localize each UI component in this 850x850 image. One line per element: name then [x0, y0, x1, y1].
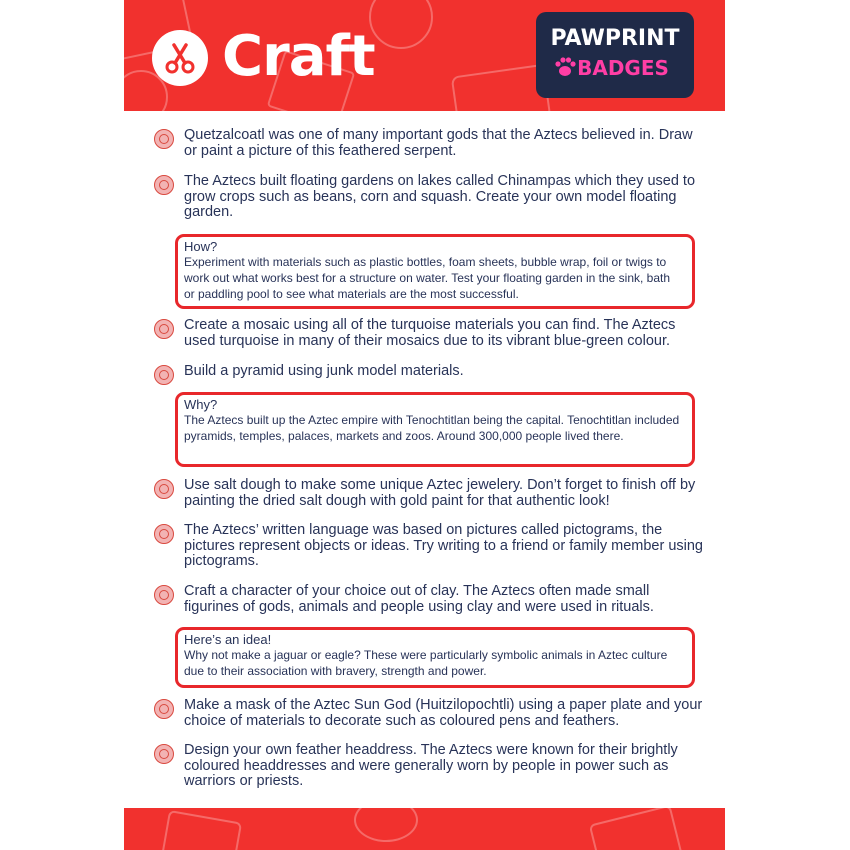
list-item-text: Use salt dough to make some unique Aztec jewelery. Don’t forget to finish off by painting the dried salt dough with gold paint for that authentic look! [184, 477, 696, 509]
list-item-text: Create a mosaic using all of the turquoise materials you can find. The Aztecs used turquoise in many of their mosaics due to its vibrant blue-green colour. [184, 317, 676, 349]
header-banner [124, 0, 725, 111]
list-item-text: Craft a character of your choice out of clay. The Aztecs often made small figurines of gods, animals and people using clay and were used in rituals. [184, 583, 654, 615]
list-item-text: Build a pyramid using junk model materials. [184, 363, 464, 379]
footer-banner [124, 808, 725, 850]
brand-subname: BADGES [577, 56, 669, 80]
list-item-text: Design your own feather headdress. The Aztecs were known for their brightly coloured headdresses and were generally worn by people in power such as warriors or priests. [184, 742, 678, 789]
tip-box-heading: How? [184, 239, 218, 254]
aztec-sun-icon [154, 479, 174, 499]
brand-logo [536, 12, 694, 98]
list-item [154, 128, 714, 162]
doodle-circle-icon [369, 0, 433, 49]
tip-box [175, 392, 695, 467]
tip-box-text: The Aztecs built up the Aztec empire with Tenochtitlan being the capital. Tenochtitlan included pyramids, temples, palaces, markets and zoos. Around 300,000 people lived there. [184, 413, 680, 443]
doodle-book-icon [160, 810, 242, 850]
tip-box-heading: Here’s an idea! [184, 632, 272, 647]
list-item-text: Make a mask of the Aztec Sun God (Huitzilopochtli) using a paper plate and your choice of materials to decorate such as coloured pens and feathers. [184, 697, 703, 729]
aztec-sun-icon [154, 319, 174, 339]
list-item-text: The Aztecs’ written language was based on pictures called pictograms, the pictures represent objects or ideas. Try writing to a friend or family member using pictograms. [184, 522, 703, 569]
list-item [154, 364, 714, 382]
list-item [154, 523, 714, 573]
list-item [154, 743, 714, 793]
aztec-sun-icon [154, 175, 174, 195]
tip-box-heading: Why? [184, 397, 218, 412]
list-item [154, 174, 714, 224]
aztec-sun-icon [154, 524, 174, 544]
list-item-text: Quetzalcoatl was one of many important gods that the Aztecs believed in. Draw or paint a picture of this feathered serpent. [184, 127, 693, 159]
list-item [154, 478, 714, 512]
list-item [154, 584, 714, 618]
brand-name: PAWPRINT [550, 26, 680, 51]
aztec-sun-icon [154, 365, 174, 385]
scissors-icon [152, 30, 208, 86]
aztec-sun-icon [154, 744, 174, 764]
page-title: Craft [222, 24, 375, 89]
list-item [154, 698, 714, 732]
tip-box [175, 627, 695, 688]
tip-box-text: Why not make a jaguar or eagle? These were particularly symbolic animals in Aztec culture due to their association with bravery, strength and power. [184, 648, 668, 678]
aztec-sun-icon [154, 129, 174, 149]
tip-box [175, 234, 695, 309]
list-item-text: The Aztecs built floating gardens on lakes called Chinampas which they used to grow crops such as beans, corn and squash. Create your own model floating garden. [184, 173, 696, 220]
activity-sheet [124, 0, 725, 850]
doodle-circle-icon [354, 808, 418, 842]
tip-box-text: Experiment with materials such as plastic bottles, foam sheets, bubble wrap, foil or twigs to work out what works best for a structure on water. Test your floating garden in the sink, bath or paddling pool to see what materials are the most successful. [184, 255, 671, 301]
aztec-sun-icon [154, 585, 174, 605]
aztec-sun-icon [154, 699, 174, 719]
list-item [154, 318, 714, 352]
doodle-book-icon [589, 808, 684, 850]
